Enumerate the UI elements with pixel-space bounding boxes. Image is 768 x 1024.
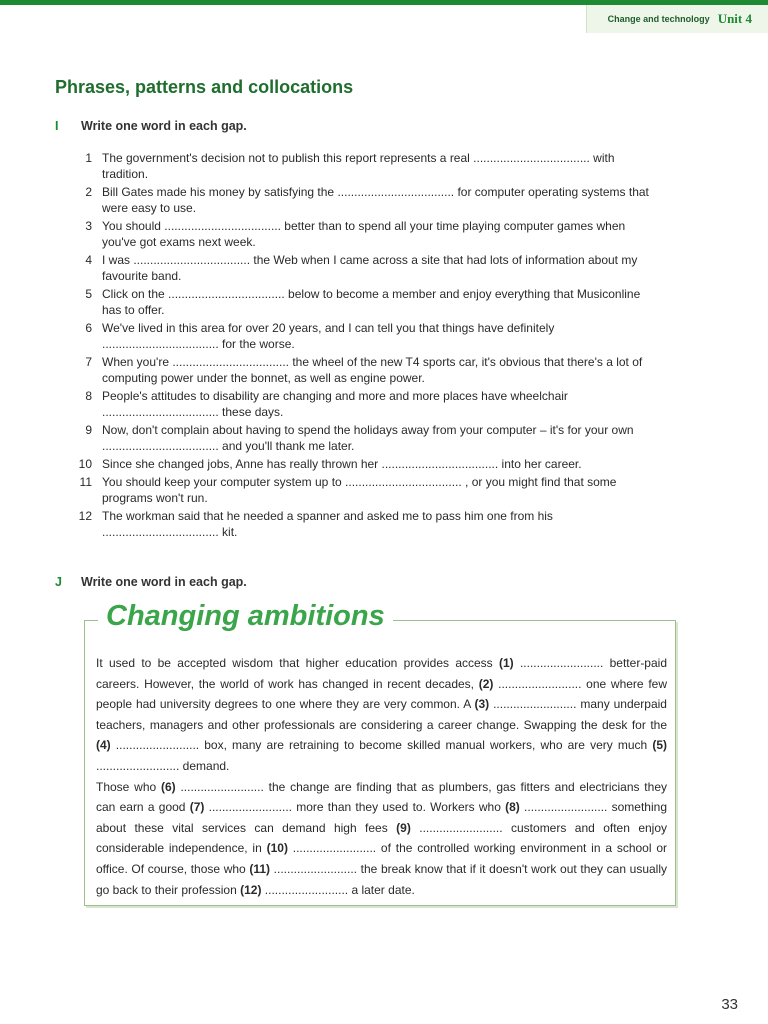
exercise-i-items: [62, 150, 662, 542]
gap-number: (5): [652, 738, 667, 753]
passage-segment: It used to be accepted wisdom that higher education provides access: [96, 656, 499, 670]
item-number: 7: [85, 355, 92, 369]
passage-segment: ......................... one where few people had university degrees to one where they are very common. A: [96, 676, 667, 712]
passage-text: [96, 653, 667, 900]
passage-paragraph-1: [96, 653, 667, 777]
item-number: 3: [85, 219, 92, 233]
exercise-item: [62, 456, 662, 472]
exercise-j-instruction: Write one word in each gap.: [81, 575, 247, 589]
item-text: We've lived in this area for over 20 years, and I can tell you that things have definitely ................................... for the worse.: [102, 321, 555, 351]
exercise-i-letter: I: [55, 119, 59, 133]
item-number: 9: [85, 423, 92, 437]
exercise-item: [62, 150, 662, 182]
item-text: Bill Gates made his money by satisfying the ................................... for computer operating systems that were easy to use.: [102, 185, 649, 215]
passage-segment: ......................... the break know that if it doesn't work out they can usually go back to their profession: [96, 861, 668, 897]
passage-segment: ......................... demand.: [96, 758, 230, 773]
exercise-item: [62, 388, 662, 420]
header-unit: Unit 4: [717, 11, 752, 26]
item-number: 5: [85, 287, 92, 301]
gap-number: (8): [505, 800, 520, 815]
gap-number: (10): [266, 841, 288, 856]
exercise-item: [62, 218, 662, 250]
page-number: 33: [721, 996, 738, 1013]
gap-number: (2): [478, 676, 494, 691]
item-text: The government's decision not to publish this report represents a real ................................... with tradition.: [102, 151, 615, 181]
exercise-j-heading: [55, 575, 247, 589]
gap-number: (6): [160, 779, 176, 794]
passage-title: Changing ambitions: [98, 600, 393, 633]
item-text: People's attitudes to disability are changing and more and more places have wheelchair ................................... these days.: [102, 389, 568, 419]
item-text: Now, don't complain about having to spend the holidays away from your computer – it's for your own ................................... and you'll thank me later.: [102, 423, 634, 453]
item-number: 2: [85, 185, 92, 199]
running-header: [586, 5, 768, 33]
gap-number: (12): [240, 882, 262, 897]
exercise-item: [62, 252, 662, 284]
item-number: 1: [85, 151, 92, 165]
passage-segment: ......................... the change are finding that as plumbers, gas fitters and electricians they can earn a good: [96, 779, 667, 815]
passage-segment: ......................... something about these vital services can demand high fees: [96, 800, 667, 835]
passage-segment: ......................... more than they used to. Workers who: [204, 800, 506, 815]
item-text: When you're ................................... the wheel of the new T4 sports car, it's obvious that there's a lot of computing power under the bonnet, as well as engine power.: [102, 355, 643, 385]
gap-number: (9): [396, 820, 411, 835]
section-title: Phrases, patterns and collocations: [55, 77, 354, 97]
item-number: 8: [85, 389, 92, 403]
passage-segment: Those who: [96, 779, 161, 794]
exercise-item: [62, 184, 662, 216]
passage-segment: ......................... box, many are retraining to become skilled manual workers, who are very much: [110, 738, 653, 753]
passage-segment: ......................... a later date.: [261, 882, 415, 897]
gap-number: (11): [249, 861, 271, 876]
exercise-item: [62, 320, 662, 352]
item-text: You should ................................... better than to spend all your time playing computer games when you've got exams next week.: [102, 219, 626, 249]
item-text: The workman said that he needed a spanner and asked me to pass him one from his ................................... kit.: [102, 509, 553, 539]
exercise-i-instruction: Write one word in each gap.: [81, 119, 247, 133]
item-number: 10: [78, 457, 92, 471]
passage-paragraph-2: [96, 777, 667, 901]
header-topic: Change and technology: [607, 14, 710, 24]
item-number: 6: [85, 321, 92, 335]
passage-segment: ......................... many underpaid teachers, managers and other professionals are considering a career change. Swapping the desk for the: [96, 697, 667, 732]
exercise-item: [62, 508, 662, 540]
item-text: Since she changed jobs, Anne has really thrown her ................................... into her career.: [102, 457, 582, 471]
gap-number: (1): [498, 656, 514, 670]
passage-segment: ......................... of the controlled working environment in a school or office. Of course, those who: [96, 841, 667, 876]
exercise-item: [62, 422, 662, 454]
exercise-item: [62, 474, 662, 506]
item-number: 12: [78, 509, 92, 523]
item-text: You should keep your computer system up to ................................... , or you might find that some programs won't run.: [102, 475, 617, 505]
item-number: 11: [79, 475, 92, 489]
exercise-item: [62, 286, 662, 318]
item-text: I was ................................... the Web when I came across a site that had lots of information about my favourite band.: [102, 253, 638, 283]
gap-number: (3): [474, 697, 490, 712]
passage-segment: ......................... customers and often enjoy considerable independence, in: [96, 820, 668, 856]
item-number: 4: [85, 253, 92, 267]
passage-segment: ......................... better-paid careers. However, the world of work has changed in recent decades,: [96, 656, 667, 691]
exercise-item: [62, 354, 662, 386]
gap-number: (4): [96, 738, 111, 753]
exercise-j-letter: J: [55, 575, 62, 589]
exercise-i-heading: [55, 119, 247, 133]
title-rule: [411, 620, 676, 621]
item-text: Click on the ................................... below to become a member and enjoy everything that Musiconline has to offer.: [102, 287, 641, 317]
gap-number: (7): [189, 800, 205, 815]
